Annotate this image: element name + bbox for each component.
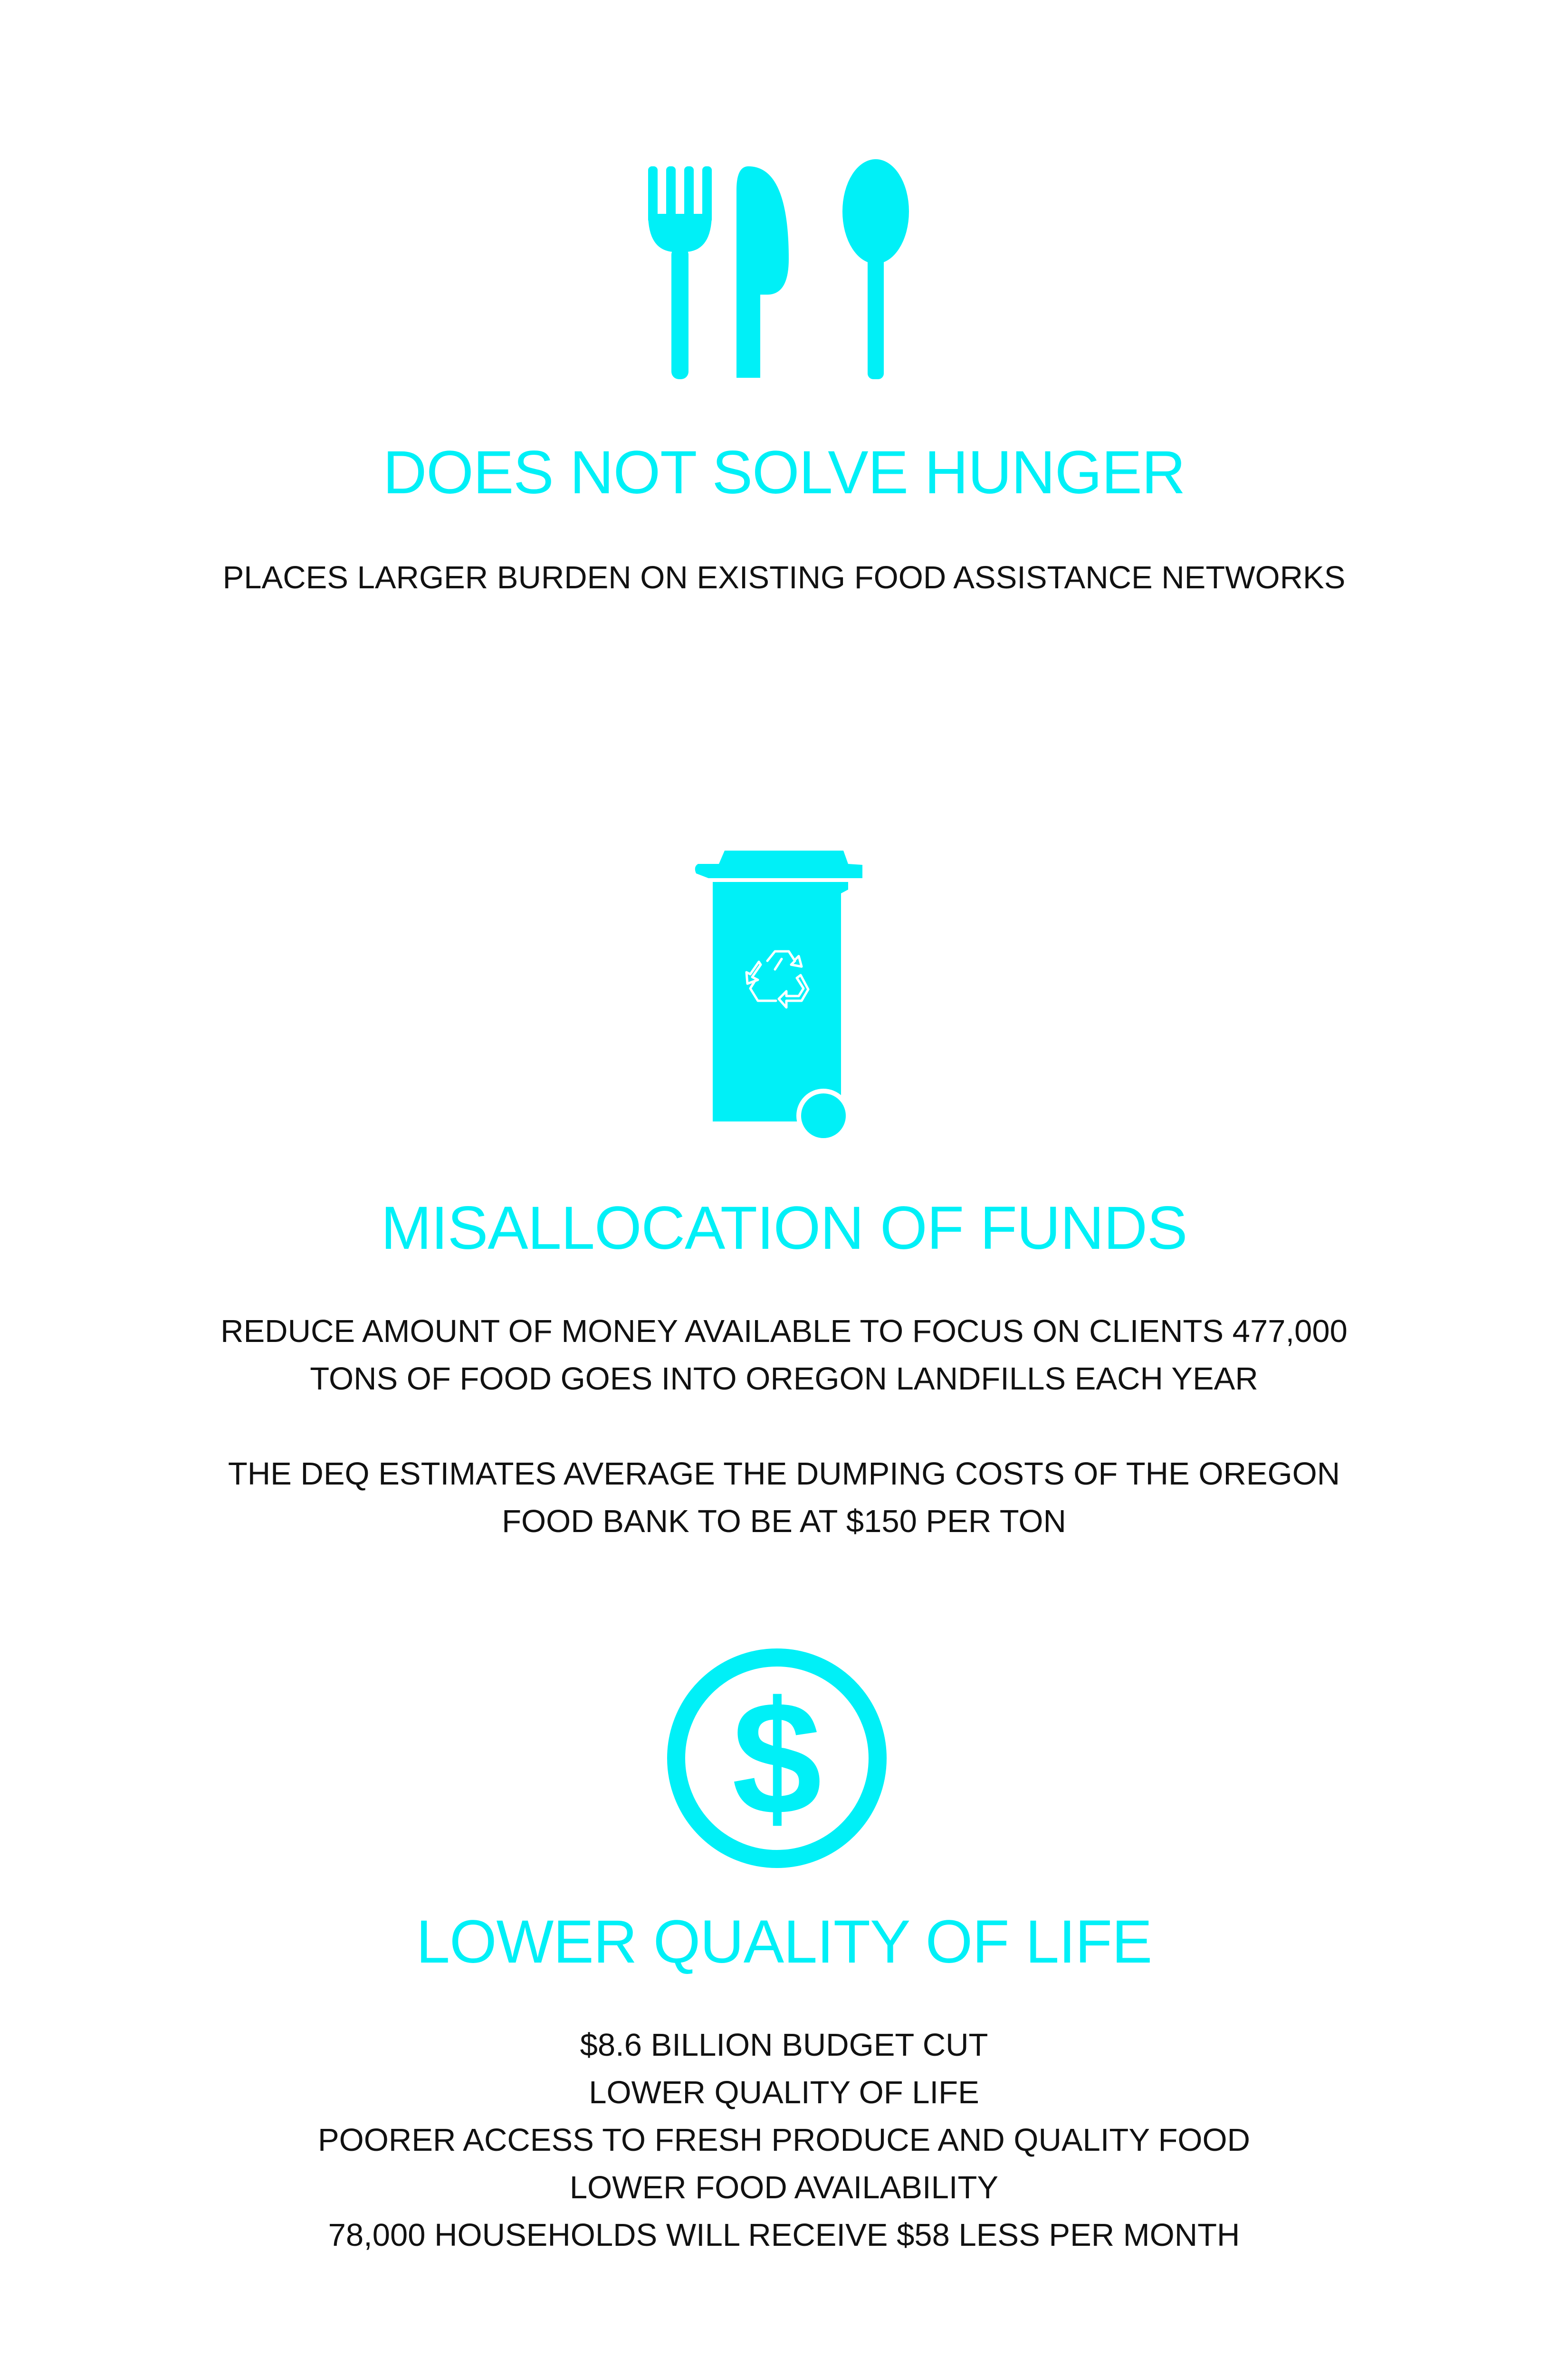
text-line: PLACES LARGER BURDEN ON EXISTING FOOD ASSISTANCE NETWORKS bbox=[222, 560, 1346, 595]
heading-does-not-solve-hunger: DOES NOT SOLVE HUNGER bbox=[382, 439, 1186, 507]
recycling-bin-icon bbox=[691, 851, 872, 1145]
text-line: THE DEQ ESTIMATES AVERAGE THE DUMPING COSTS OF THE OREGON bbox=[228, 1456, 1340, 1492]
text-line: 78,000 HOUSEHOLDS WILL RECEIVE $58 LESS PER MONTH bbox=[328, 2217, 1240, 2253]
text-line: REDUCE AMOUNT OF MONEY AVAILABLE TO FOCUS ON CLIENTS 477,000 bbox=[220, 1313, 1348, 1349]
funds-paragraph-1 bbox=[0, 1308, 1568, 1403]
text-line: LOWER QUALITY OF LIFE bbox=[589, 2075, 979, 2110]
utensils-icon bbox=[646, 157, 912, 385]
dollar-circle-icon bbox=[665, 1647, 889, 1870]
hunger-description bbox=[0, 554, 1568, 602]
quality-of-life-list bbox=[0, 2022, 1568, 2259]
heading-lower-quality-of-life: LOWER QUALITY OF LIFE bbox=[416, 1908, 1152, 1976]
text-line: $8.6 BILLION BUDGET CUT bbox=[580, 2027, 988, 2063]
text-line: FOOD BANK TO BE AT $150 PER TON bbox=[502, 1504, 1066, 1539]
text-line: TONS OF FOOD GOES INTO OREGON LANDFILLS EACH YEAR bbox=[310, 1361, 1258, 1397]
text-line: LOWER FOOD AVAILABILITY bbox=[569, 2170, 999, 2205]
funds-paragraph-2 bbox=[0, 1450, 1568, 1545]
svg-text:$: $ bbox=[732, 1668, 822, 1849]
heading-misallocation-of-funds: MISALLOCATION OF FUNDS bbox=[381, 1194, 1187, 1262]
text-line: POORER ACCESS TO FRESH PRODUCE AND QUALITY FOOD bbox=[317, 2122, 1250, 2158]
